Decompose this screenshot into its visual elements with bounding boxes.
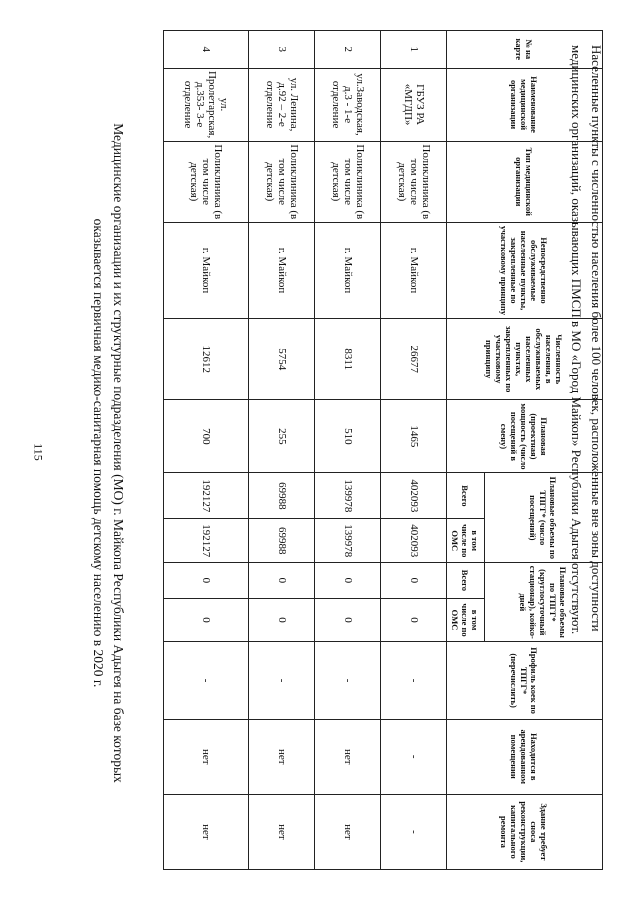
medical-organizations-table-wrap bbox=[163, 30, 603, 870]
cell-type: Поликлиника (в том числе детская) bbox=[381, 141, 447, 222]
cell-settlement: г. Майкоп bbox=[381, 223, 447, 319]
cell-num: 4 bbox=[164, 31, 249, 69]
cell-hosp-oms: 0 bbox=[249, 598, 315, 642]
cell-capacity: 1465 bbox=[381, 400, 447, 473]
cell-settlement: г. Майкоп bbox=[315, 223, 381, 319]
header-profile: Профиль коек по ТПГГ* (перечислить) bbox=[447, 642, 603, 719]
cell-repair: нет bbox=[164, 794, 249, 869]
header-hosp-oms: в том числе по ОМС bbox=[447, 598, 485, 642]
cell-profile: - bbox=[249, 642, 315, 719]
cell-profile: - bbox=[381, 642, 447, 719]
cell-population: 12612 bbox=[164, 319, 249, 400]
cell-settlement: г. Майкоп bbox=[164, 223, 249, 319]
cell-hosp-oms: 0 bbox=[164, 598, 249, 642]
header-type: Тип медицинской организации bbox=[447, 141, 603, 222]
cell-visits-total: 402093 bbox=[381, 473, 447, 519]
header-hosp-total: Всего bbox=[447, 563, 485, 598]
cell-name: ГБУЗ РА «МГДП» bbox=[381, 68, 447, 141]
footer-line-1: Населенные пункты с численностью населения более 100 человек, расположенные вне зоны доступности bbox=[589, 45, 604, 632]
table-row bbox=[249, 31, 315, 870]
header-visits-group: Плановые объемы по ТПГГ* (число посещений) bbox=[485, 473, 603, 563]
cell-num: 1 bbox=[381, 31, 447, 69]
cell-hosp-oms: 0 bbox=[315, 598, 381, 642]
cell-rented: нет bbox=[249, 719, 315, 794]
cell-capacity: 255 bbox=[249, 400, 315, 473]
cell-repair: - bbox=[381, 794, 447, 869]
cell-visits-total: 139978 bbox=[315, 473, 381, 519]
cell-name: ул.Заводская, д.3 - 1-е отделение bbox=[315, 68, 381, 141]
cell-hosp-total: 0 bbox=[315, 563, 381, 598]
header-visits-total: Всего bbox=[447, 473, 485, 519]
cell-rented: нет bbox=[164, 719, 249, 794]
cell-hosp-total: 0 bbox=[249, 563, 315, 598]
cell-num: 3 bbox=[249, 31, 315, 69]
header-visits-oms: в том числе по ОМС bbox=[447, 519, 485, 563]
title-line-2: оказывается первичная медико-санитарная помощь детскому населению в 2020 г. bbox=[91, 218, 106, 688]
header-num: № на карте bbox=[447, 31, 603, 69]
cell-profile: - bbox=[164, 642, 249, 719]
cell-profile: - bbox=[315, 642, 381, 719]
cell-name: ул. Ленина, д.92 – 2-е отделение bbox=[249, 68, 315, 141]
table-row bbox=[164, 31, 249, 870]
page-number: 115 bbox=[31, 443, 46, 461]
medical-organizations-table bbox=[163, 30, 603, 870]
cell-rented: нет bbox=[315, 719, 381, 794]
cell-type: Поликлиника (в том числе детская) bbox=[315, 141, 381, 222]
cell-visits-oms: 139978 bbox=[315, 519, 381, 563]
cell-hosp-oms: 0 bbox=[381, 598, 447, 642]
header-repair: Здание требует сноса реконструкции, капитального ремонта bbox=[447, 794, 603, 869]
cell-visits-oms: 69988 bbox=[249, 519, 315, 563]
cell-visits-total: 192127 bbox=[164, 473, 249, 519]
header-rented: Находится в арендованном помещении bbox=[447, 719, 603, 794]
cell-visits-oms: 402093 bbox=[381, 519, 447, 563]
header-hosp-group: Плановые объемы по ТПГГ* (круглосуточный стационар), койко-дней bbox=[485, 563, 603, 642]
header-capacity: Плановая (проектная) мощность (число посещений в смену) bbox=[447, 400, 603, 473]
cell-capacity: 700 bbox=[164, 400, 249, 473]
cell-type: Поликлиника (в том числе детская) bbox=[164, 141, 249, 222]
table-row bbox=[381, 31, 447, 870]
cell-repair: нет bbox=[249, 794, 315, 869]
cell-settlement: г. Майкоп bbox=[249, 223, 315, 319]
cell-hosp-total: 0 bbox=[381, 563, 447, 598]
header-population: Численность населения, в обслуживаемых населенных пунктах, закрепленных по участковому принципу bbox=[447, 319, 603, 400]
header-name: Наименование медицинской организации bbox=[447, 68, 603, 141]
table-row bbox=[315, 31, 381, 870]
cell-visits-oms: 192127 bbox=[164, 519, 249, 563]
cell-num: 2 bbox=[315, 31, 381, 69]
footer-line-2: медицинских организаций, оказывающих ПМСП в МО «Город Майкоп» Республики Адыгея отсутствуют. bbox=[569, 45, 584, 635]
cell-repair: нет bbox=[315, 794, 381, 869]
header-settlements: Непосредственно обслуживаемые населенные пункты, закрепленные по участковому принципу bbox=[447, 223, 603, 319]
document-title bbox=[68, 18, 128, 888]
footer-note bbox=[556, 45, 606, 895]
cell-type: Поликлиника (в том числе детская) bbox=[249, 141, 315, 222]
cell-rented: - bbox=[381, 719, 447, 794]
cell-population: 8311 bbox=[315, 319, 381, 400]
title-line-1: Медицинские организации и их структурные подразделения (МО) г. Майкопа Республики Адыгея на базе которых bbox=[111, 123, 126, 783]
cell-hosp-total: 0 bbox=[164, 563, 249, 598]
cell-visits-total: 69988 bbox=[249, 473, 315, 519]
cell-population: 26677 bbox=[381, 319, 447, 400]
cell-name: ул. Пролетарская, д.353- 3-е отделение bbox=[164, 68, 249, 141]
cell-population: 5754 bbox=[249, 319, 315, 400]
cell-capacity: 510 bbox=[315, 400, 381, 473]
